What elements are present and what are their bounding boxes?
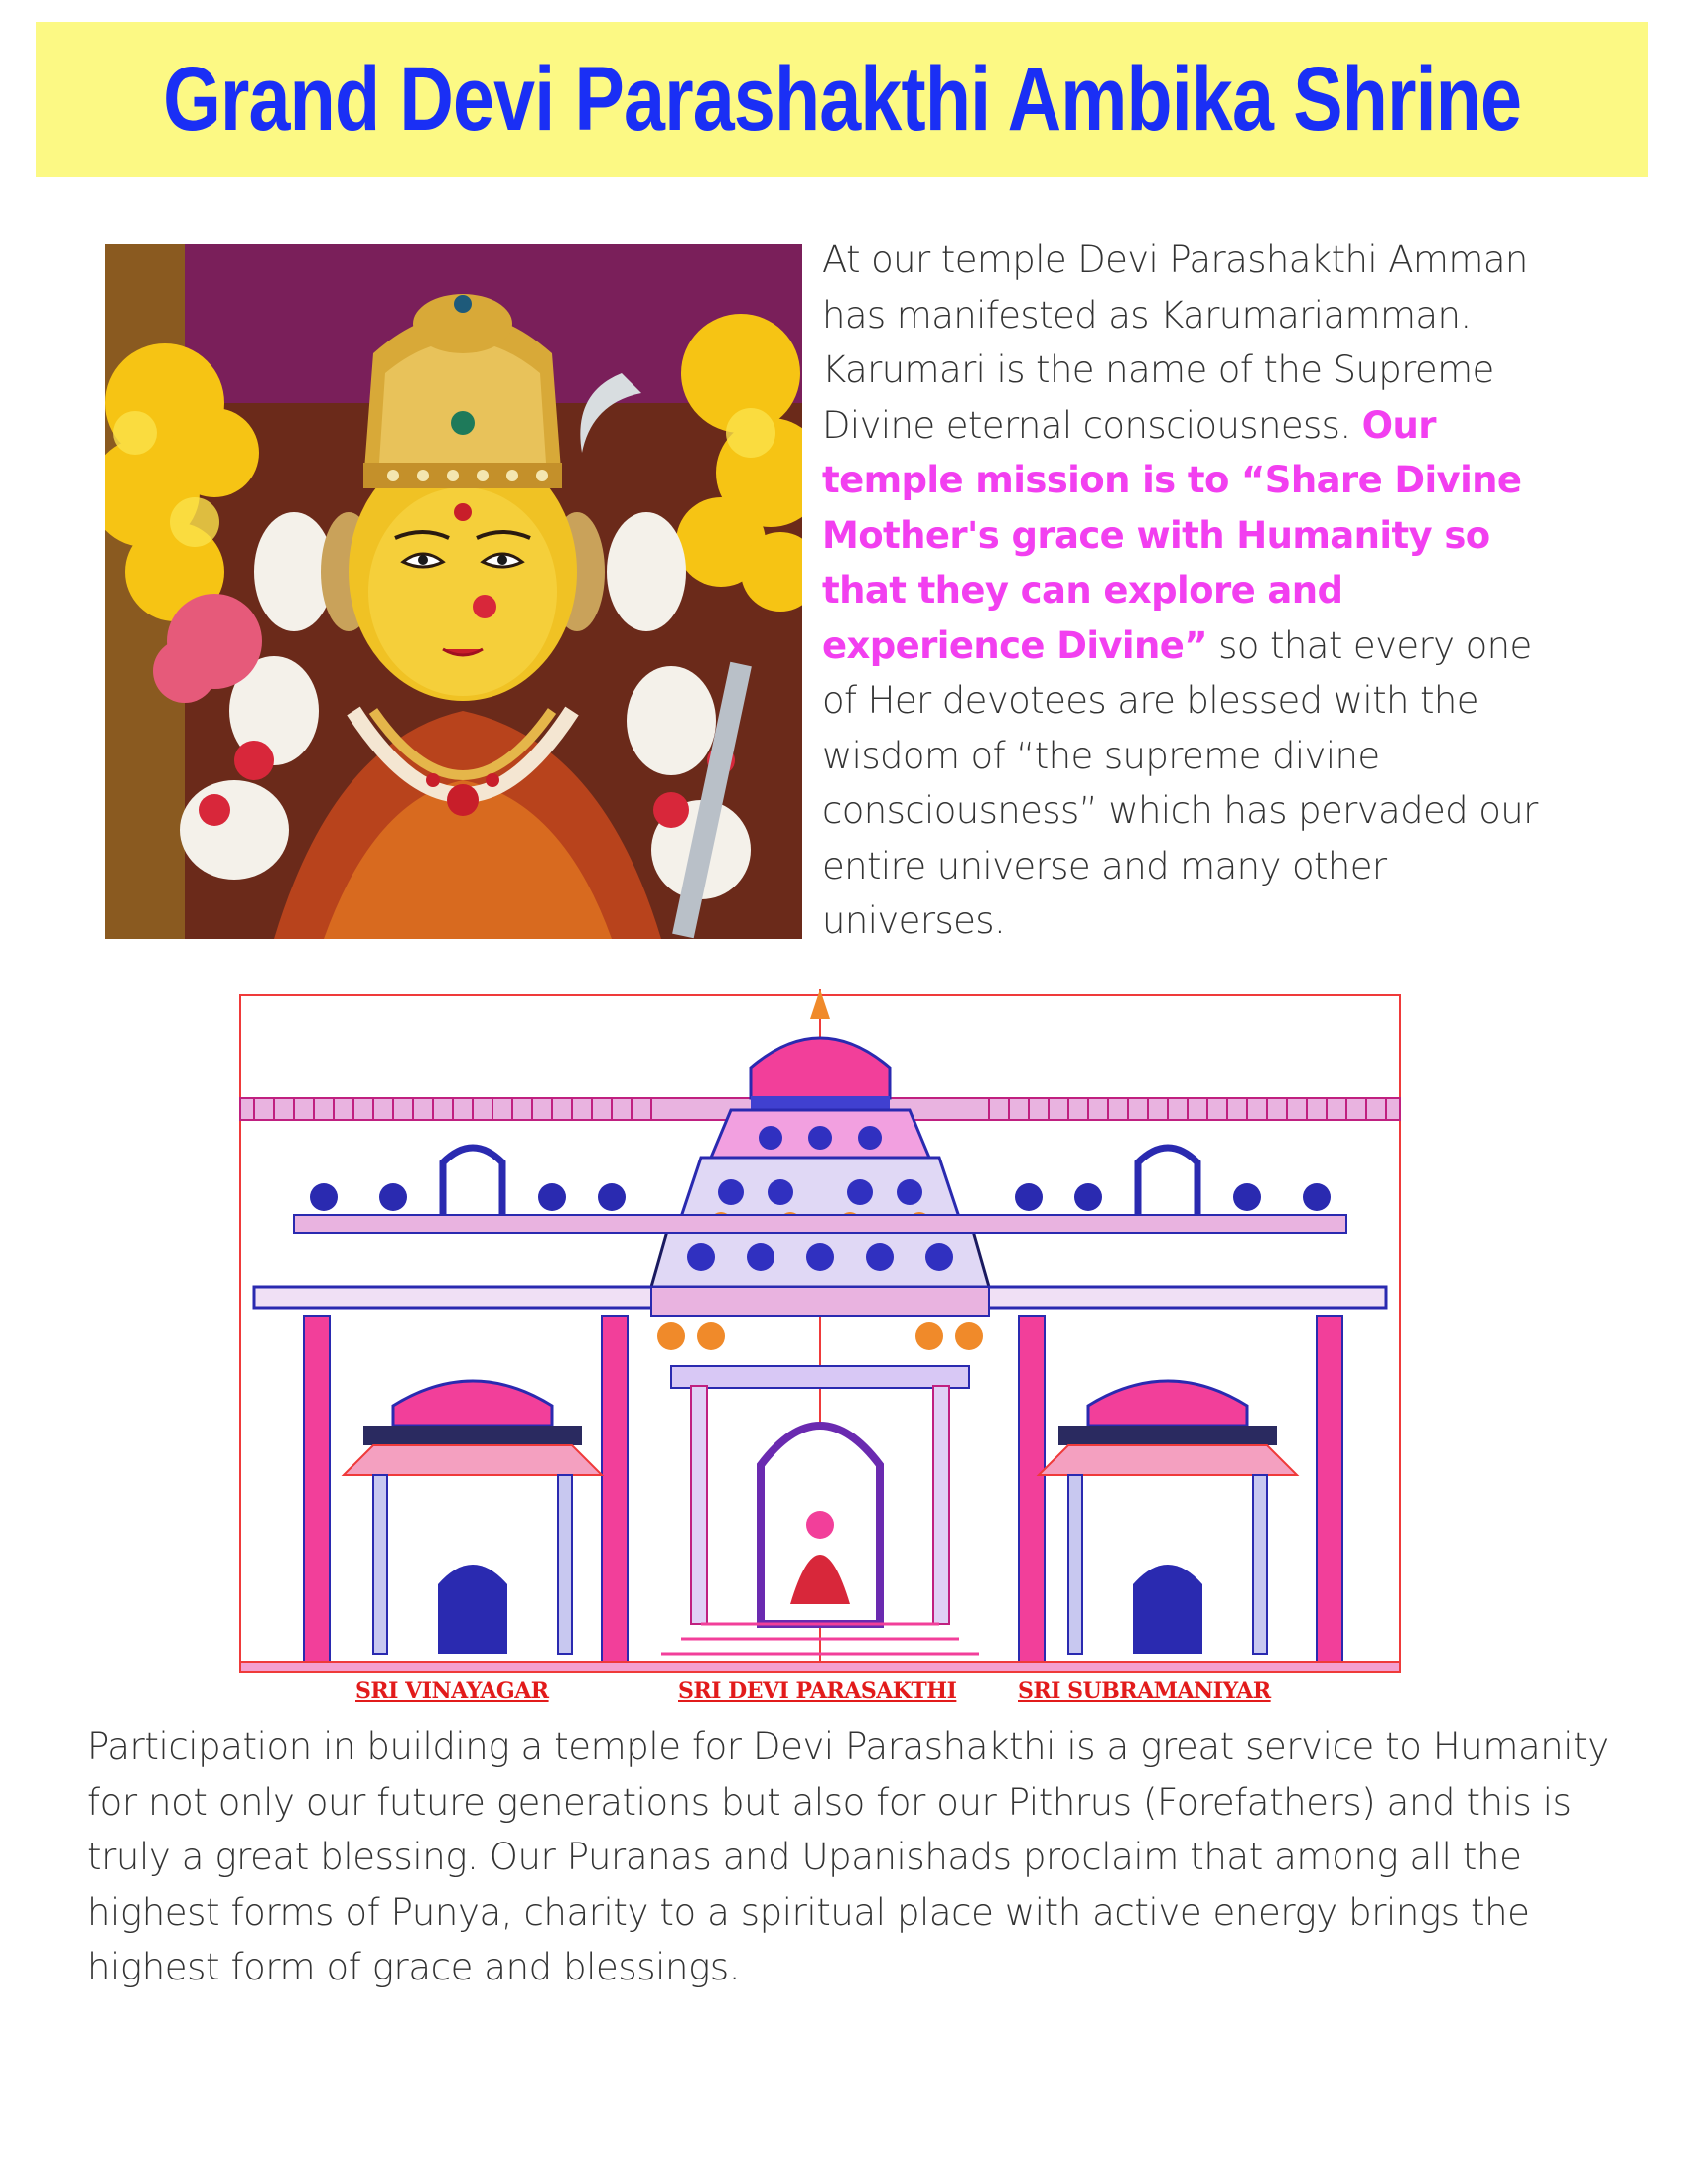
title-banner [36, 22, 1648, 177]
mission-statement: Our temple mission is to “Share Divine Mother's grace with Humanity so that they can explore and experience Divine” [822, 403, 1522, 667]
participation-paragraph: Participation in building a temple for Devi Parashakthi is a great service to Humanity for not only our future generations but also for our Pithrus (Forefathers) and this is truly a great blessing. Our Puranas and Upanishads proclaim that among all the highest forms of Punya, charity to a spiritual place with active energy brings the highest form of grace and blessings. [87, 1725, 1609, 1988]
caption-sri-vinayagar: SRI VINAYAGAR [355, 1678, 549, 1704]
intro-text-start: At our temple Devi Parashakthi Amman has manifested as Karumariamman. Karumari is the name of the Supreme Divine eternal consciousness. [822, 238, 1528, 447]
temple-elevation-drawing [234, 989, 1406, 1704]
intro-text-end: so that every one of Her devotees are blessed with the wisdom of “the supreme divine consciousness” which has pervaded our entire universe and many other universes. [822, 623, 1538, 942]
caption-sri-subramaniyar: SRI SUBRAMANIYAR [1018, 1678, 1271, 1704]
caption-sri-devi-parasakthi: SRI DEVI PARASAKTHI [678, 1678, 957, 1704]
intro-paragraph [822, 232, 1547, 949]
page-title: Grand Devi Parashakthi Ambika Shrine [163, 48, 1522, 150]
deity-photo [105, 244, 802, 939]
